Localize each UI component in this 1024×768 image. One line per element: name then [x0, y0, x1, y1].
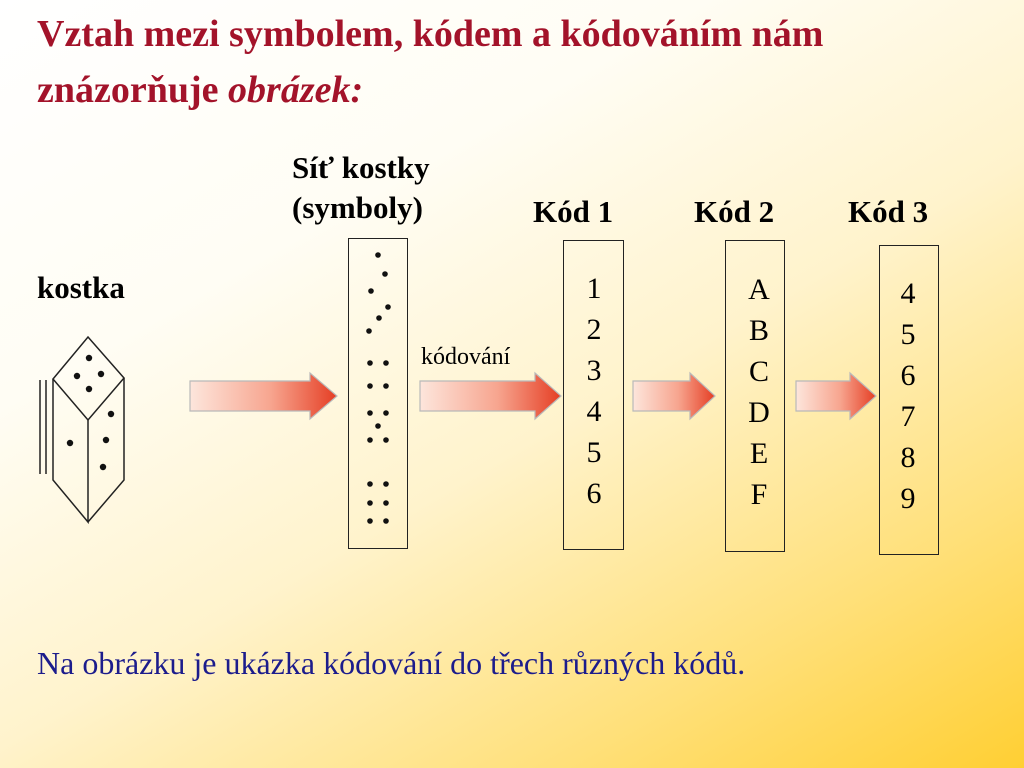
code1-item: 2: [586, 313, 602, 346]
dice-outline: [40, 337, 124, 522]
code2-values: [739, 269, 779, 515]
code3-item: 4: [900, 277, 916, 310]
code2-item: E: [749, 437, 769, 470]
code3-label: Kód 3: [848, 194, 929, 229]
dice-pip: [74, 373, 80, 379]
dice-pips: [67, 355, 114, 470]
dice-pip: [86, 355, 92, 361]
code1-item: 3: [586, 354, 602, 387]
code3-item: 5: [900, 318, 916, 351]
title-line-1: Vztah mezi symbolem, kódem a kódováním nám: [37, 13, 824, 55]
dice-label: kostka: [37, 270, 125, 305]
dice-pip: [86, 386, 92, 392]
code3-item: 6: [900, 359, 916, 392]
code3-values: [888, 273, 928, 519]
code2-item: C: [748, 355, 769, 388]
code1-item: 1: [586, 272, 602, 305]
code2-item: B: [748, 314, 769, 347]
dice-pip: [103, 437, 109, 443]
code1-item: 4: [586, 395, 602, 428]
code3-item: 9: [900, 482, 916, 515]
net-label-line-2: (symboly): [292, 190, 423, 225]
footer-caption: Na obrázku je ukázka kódování do třech různých kódů.: [37, 645, 746, 681]
code3-item: 7: [900, 400, 916, 433]
code2-item: A: [748, 273, 770, 306]
title-line-2-prefix: znázorňuje: [37, 69, 229, 111]
code2-item: F: [750, 478, 768, 511]
net-box: [348, 238, 408, 549]
dice-pip: [67, 440, 73, 446]
code1-item: 5: [586, 436, 602, 469]
encoding-label: kódování: [421, 344, 511, 370]
title-line-2-italic: obrázek:: [228, 69, 364, 111]
dice-pip: [98, 371, 104, 377]
code1-values: [574, 268, 614, 514]
code3-item: 8: [900, 441, 916, 474]
code1-label: Kód 1: [533, 194, 614, 229]
arrow-to-code2: [633, 373, 715, 419]
dice-top-face: [53, 337, 124, 420]
dice-pip: [100, 464, 106, 470]
code1-item: 6: [586, 477, 602, 510]
arrow-to-code3: [796, 373, 876, 419]
arrow-to-net: [190, 373, 337, 419]
code2-item: D: [748, 396, 770, 429]
arrow-to-code1: [420, 373, 561, 419]
dice-pip: [108, 411, 114, 417]
net-label-line-1: Síť kostky: [292, 150, 430, 185]
code2-label: Kód 2: [694, 194, 775, 229]
